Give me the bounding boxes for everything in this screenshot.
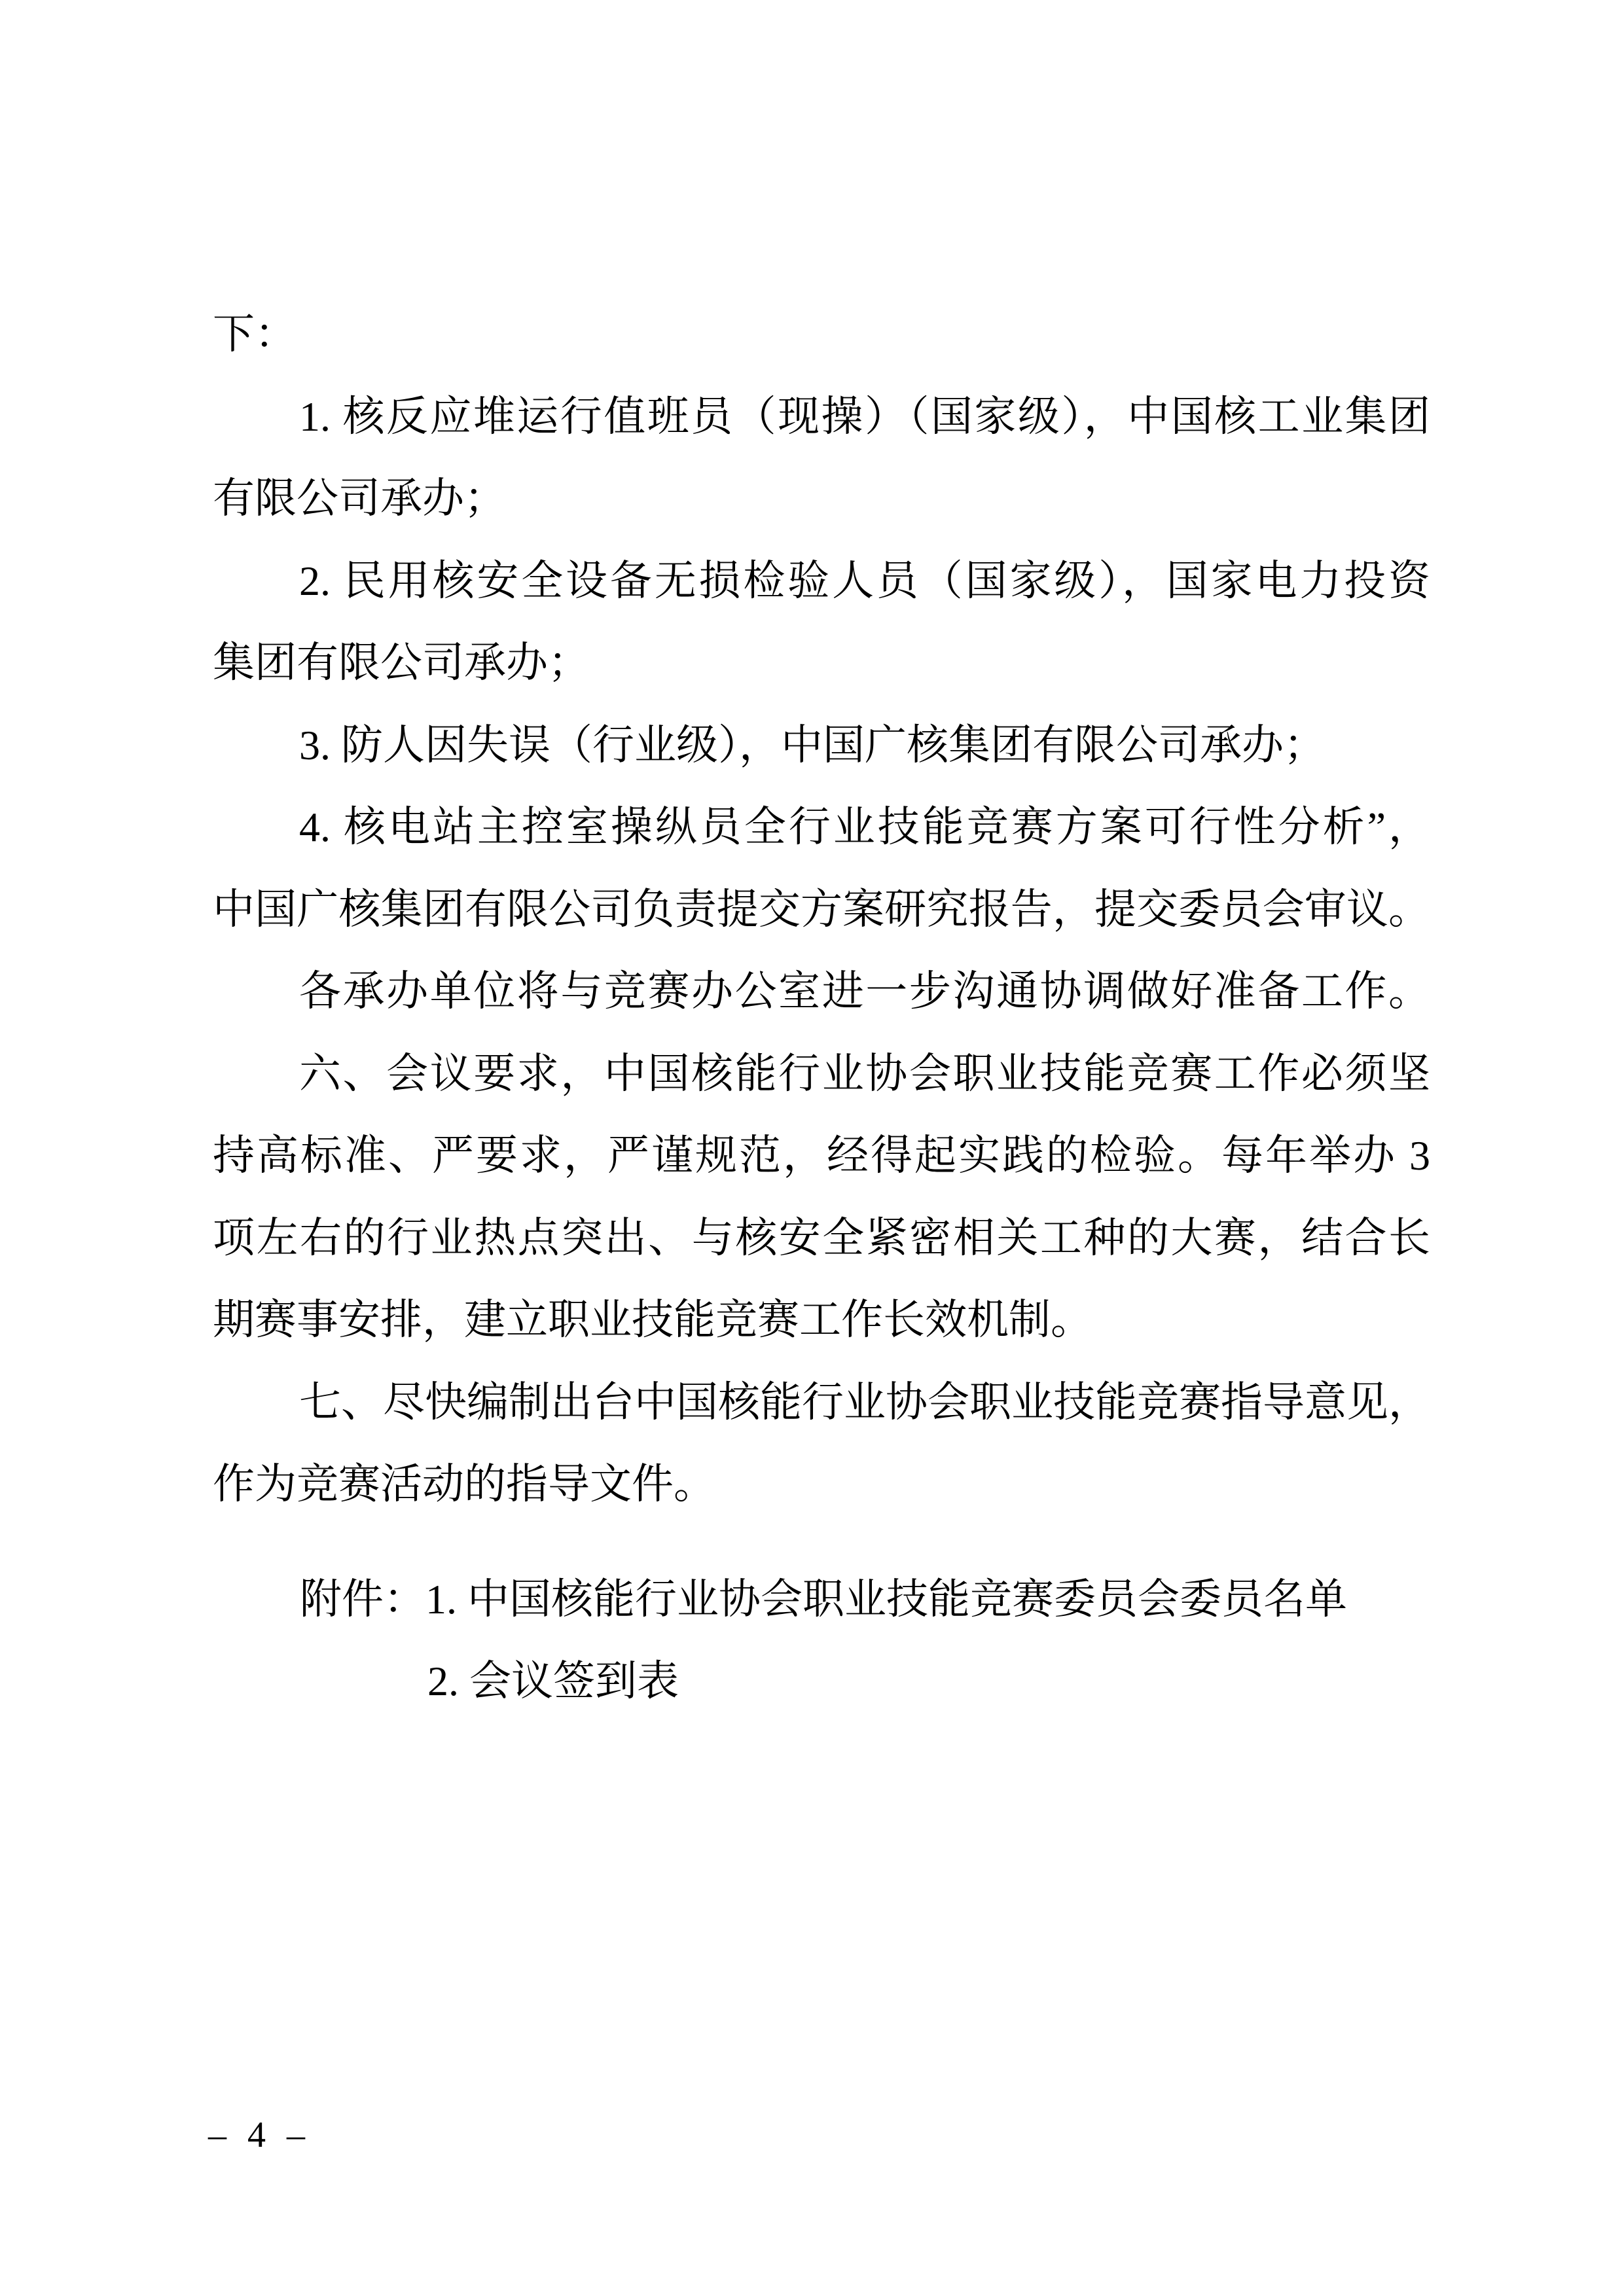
- attachments-line: [213, 1640, 1430, 1723]
- body-line: 集团有限公司承办；: [213, 639, 590, 686]
- body-line: 1. 核反应堆运行值班员（现操）（国家级），中国核工业集团: [299, 393, 1430, 440]
- body-line: 项左右的行业热点突出、与核安全紧密相关工种的大赛，结合长: [213, 1214, 1430, 1261]
- body-line: 3. 防人因失误（行业级），中国广核集团有限公司承办；: [299, 721, 1326, 768]
- body-line: 期赛事安排，建立职业技能竞赛工作长效机制。: [213, 1297, 1092, 1343]
- attachments-line: [213, 1558, 1430, 1641]
- body-line: 有限公司承办；: [213, 475, 506, 522]
- body-line: 七、尽快编制出台中国核能行业协会职业技能竞赛指导意见，: [299, 1378, 1430, 1426]
- document-body: [213, 293, 1430, 1723]
- body-line: 作为竞赛活动的指导文件。: [213, 1461, 715, 1507]
- body-line: 下：: [213, 311, 297, 357]
- attachment-item: 1. 中国核能行业协会职业技能竞赛委员会委员名单: [425, 1575, 1347, 1623]
- body-line: 4. 核电站主控室操纵员全行业技能竞赛方案可行性分析”，: [299, 804, 1430, 850]
- body-line: 各承办单位将与竞赛办公室进一步沟通协调做好准备工作。: [299, 968, 1430, 1014]
- body-line: 六、会议要求，中国核能行业协会职业技能竞赛工作必须坚: [299, 1050, 1430, 1097]
- blank-line-spacer: [213, 1526, 1430, 1558]
- body-line: 持高标准、严要求，严谨规范，经得起实践的检验。每年举办 3: [213, 1132, 1430, 1179]
- attachment-item: 2. 会议签到表: [427, 1658, 679, 1704]
- body-line: 中国广核集团有限公司负责提交方案研究报告，提交委员会审议。: [213, 886, 1430, 933]
- body-line: 2. 民用核安全设备无损检验人员（国家级），国家电力投资: [299, 557, 1430, 604]
- attachments-label: 附件：: [300, 1575, 425, 1623]
- page-number: – 4 –: [208, 2115, 305, 2155]
